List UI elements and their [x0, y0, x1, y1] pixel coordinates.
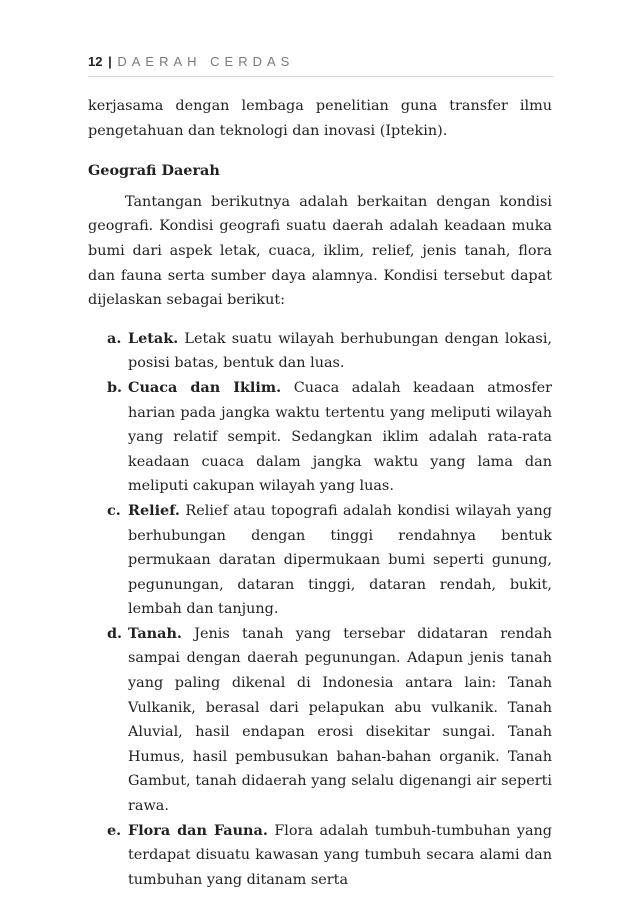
list-item-text — [128, 819, 552, 893]
list-item-term: Relief. — [128, 501, 180, 519]
list-marker: b. — [107, 378, 123, 396]
list-item-description: Jenis tanah yang tersebar didataran rendah sampai dengan daerah pegunungan. Adapun jenis tanah yang paling dikenal di Indonesia antara lain: Tanah Vulkanik, berasal dari pelapukan abu vulkanik. Tanah Aluvial, hasil endapan erosi disekitar sungai. Tanah Humus, hasil pembusukan bahan-bahan organik. Tanah Gambut, tanah didaerah yang selalu digenangi air seperti rawa. — [128, 625, 552, 815]
list-item-description: Relief atau topografi adalah kondisi wilayah yang berhubungan dengan tinggi rendahnya bentuk permukaan daratan dipermukaan bumi seperti gunung, pegunungan, dataran tinggi, dataran rendah, bukit, lembah dan tanjung. — [128, 502, 552, 618]
list-item-description: Cuaca adalah keadaan atmosfer harian pada jangka waktu tertentu yang meliputi wilayah yang relatif sempit. Sedangkan iklim adalah rata-rata keadaan cuaca dalam jangka waktu yang lama dan meliputi cakupan wilayah yang luas. — [128, 379, 552, 495]
condition-list — [88, 327, 552, 893]
list-item-term: Flora dan Fauna. — [128, 821, 268, 839]
header-separator: | — [108, 54, 112, 69]
section-paragraph: Tantangan berikutnya adalah berkaitan dengan kondisi geografi. Kondisi geografi suatu daerah adalah keadaan muka bumi dari aspek letak, cuaca, iklim, relief, jenis tanah, flora dan fauna serta sumber daya alamnya. Kondisi tersebut dapat dijelaskan sebagai berikut: — [88, 193, 552, 309]
page-number: 12 — [88, 54, 103, 69]
list-item-letak — [88, 327, 552, 376]
list-item-text — [128, 376, 552, 499]
running-title: DAERAH CERDAS — [117, 54, 295, 69]
list-marker: a. — [107, 329, 122, 347]
page-header — [88, 54, 554, 77]
list-marker: d. — [107, 624, 123, 642]
page-content — [88, 94, 552, 892]
list-item-term: Cuaca dan Iklim. — [128, 378, 282, 396]
list-item-description: Letak suatu wilayah berhubungan dengan lokasi, posisi batas, bentuk dan luas. — [128, 330, 552, 372]
section-heading: Geografi Daerah — [88, 162, 220, 180]
list-item-relief — [88, 499, 552, 622]
list-marker: e. — [107, 821, 122, 839]
list-item-text — [128, 499, 552, 622]
list-item-term: Tanah. — [128, 624, 182, 642]
list-item-flora-fauna — [88, 819, 552, 893]
list-item-tanah — [88, 622, 552, 819]
list-item-text — [128, 327, 552, 376]
list-item-description: Flora adalah tumbuh-tumbuhan yang terdapat disuatu kawasan yang tumbuh secara alami dan tumbuhan yang ditanam serta — [128, 822, 553, 888]
list-item-text — [128, 622, 552, 819]
list-item-cuaca-iklim — [88, 376, 552, 499]
list-item-term: Letak. — [128, 329, 179, 347]
intro-paragraph: kerjasama dengan lembaga penelitian guna transfer ilmu pengetahuan dan teknologi dan inovasi (Iptekin). — [88, 98, 552, 139]
list-marker: c. — [107, 501, 121, 519]
